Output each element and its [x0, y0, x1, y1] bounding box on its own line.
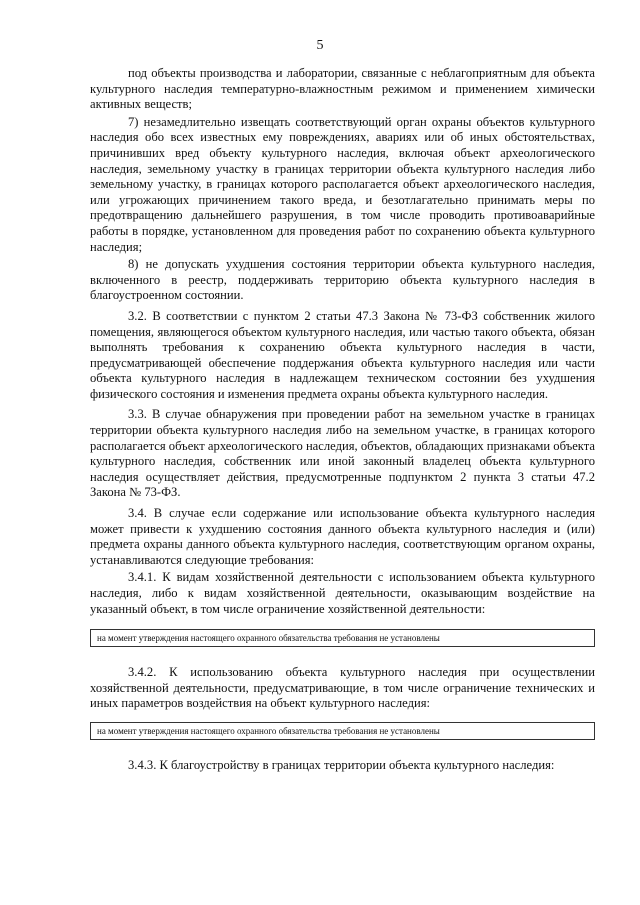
paragraph-3-4-1: 3.4.1. К видам хозяйственной деятельности с использованием объекта культурного наследия, либо к видам хозяйственной деятельности, оказывающим воздействие на указанный объект, в том числе ограничение хозяйственной деятельности:	[90, 570, 595, 616]
paragraph-3-2: 3.2. В соответствии с пунктом 2 статьи 47.3 Закона № 73-ФЗ собственник жилого помещения, являющегося объектом культурного наследия, или частью такого объекта, обязан выполнять требования к сохранению объекта культурного наследия в части, предусматривающей обеспечение поддержания объекта культурного наследия или части объекта культурного наследия в надлежащем техническом состоянии без ухудшения физического состояния и изменения предмета охраны объекта культурного наследия.	[90, 308, 595, 401]
paragraph-3-4-2: 3.4.2. К использованию объекта культурного наследия при осуществлении хозяйственной деятельности, предусматривающие, в том числе ограничение технических и иных параметров воздействия на объект культурного наследия:	[90, 665, 595, 711]
paragraph-3-3: 3.3. В случае обнаружения при проведении работ на земельном участке в границах территории объекта культурного наследия либо на земельном участке, в границах которого располагается объект археологического наследия, объектов, обладающих признаками объекта культурного наследия, собственник или иной законный владелец объекта культурного наследия осуществляет действия, предусмотренные подпунктом 2 пункта 3 статьи 47.2 Закона № 73-ФЗ.	[90, 407, 595, 500]
paragraph-3-4: 3.4. В случае если содержание или использование объекта культурного наследия может привести к ухудшению состояния данного объекта культурного наследия и (или) предмета охраны данного объекта культурного наследия, соответствующим органом охраны, устанавливаются следующие требования:	[90, 506, 595, 567]
document-body	[90, 66, 595, 774]
paragraph-item-8: 8) не допускать ухудшения состояния территории объекта культурного наследия, включенного в реестр, поддерживать территорию объекта культурного наследия в благоустроенном состоянии.	[90, 257, 595, 303]
paragraph-3-4-3: 3.4.3. К благоустройству в границах территории объекта культурного наследия:	[128, 757, 555, 772]
paragraph-continuation: под объекты производства и лаборатории, связанные с неблагоприятным для объекта культурного наследия температурно-влажностным режимом и применением химически активных веществ;	[90, 66, 595, 112]
requirements-box-3-4-1: на момент утверждения настоящего охранного обязательства требования не установлены	[90, 629, 595, 647]
page-number: 5	[316, 38, 324, 53]
requirements-box-3-4-2: на момент утверждения настоящего охранного обязательства требования не установлены	[90, 722, 595, 740]
paragraph-item-7: 7) незамедлительно извещать соответствующий орган охраны объектов культурного наследия обо всех известных ему повреждениях, авариях или об иных обстоятельствах, причинивших вред объекту культурного наследия, включая объект археологического наследия, земельному участку в границах территории объекта культурного наследия либо земельному участку, в границах которого располагается объект археологического наследия, или угрожающих причинением такого вреда, и безотлагательно принимать меры по предотвращению дальнейшего разрушения, в том числе проводить противоаварийные работы в порядке, установленном для проведения работ по сохранению объекта культурного наследия;	[90, 114, 595, 254]
